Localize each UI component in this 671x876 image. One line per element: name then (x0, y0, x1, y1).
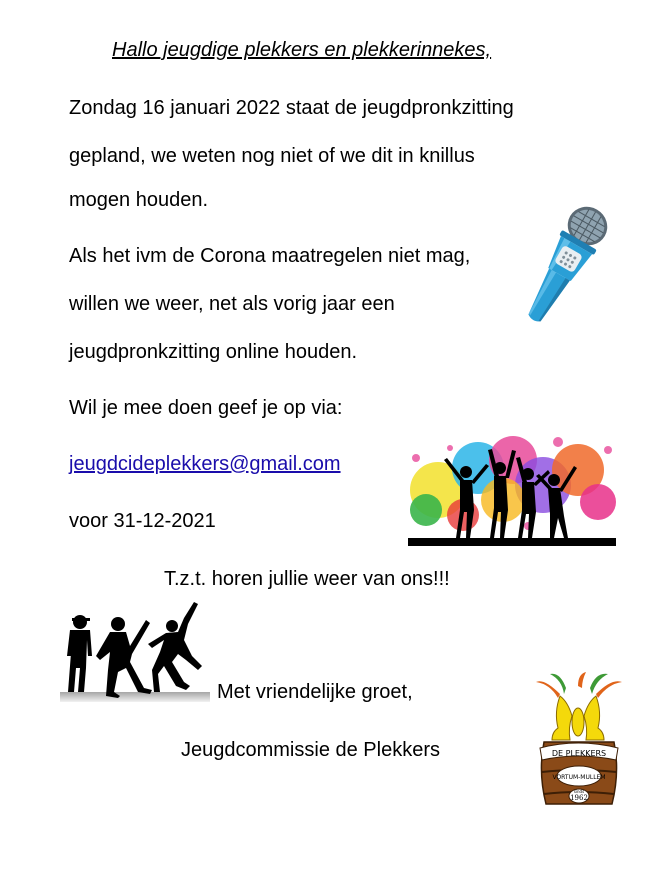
closing-line: T.z.t. horen jullie weer van ons!!! (164, 568, 450, 590)
paragraph2-line3: jeugdpronkzitting online houden. (69, 341, 357, 363)
party-silhouettes-icon (408, 430, 616, 546)
plekkers-logo-icon (530, 672, 630, 814)
email-link[interactable]: jeugdcideplekkers@gmail.com (69, 453, 341, 475)
logo-year: 1962 (570, 794, 588, 802)
deadline-text: voor 31-12-2021 (69, 510, 216, 532)
paragraph1-line3: mogen houden. (69, 189, 209, 211)
greeting-heading: Hallo jeugdige plekkers en plekkerinnekes, (112, 39, 492, 61)
logo-since-label: sinds (573, 789, 585, 794)
signup-text: Wil je mee doen geef je op via: (69, 397, 343, 419)
paragraph1-line1: Zondag 16 januari 2022 staat de jeugdpronkzitting (69, 97, 514, 119)
regards-text: Met vriendelijke groet, (217, 681, 413, 703)
paragraph1-line2: gepland, we weten nog niet of we dit in knillus (69, 145, 475, 167)
logo-ring-text: VORTUM-MULLEM (552, 774, 606, 781)
signature-text: Jeugdcommissie de Plekkers (181, 739, 440, 761)
microphone-icon (520, 198, 610, 333)
logo-banner-text: DE PLEKKERS (551, 749, 607, 758)
paragraph2-line1: Als het ivm de Corona maatregelen niet mag, (69, 245, 471, 267)
dancers-silhouette-icon (60, 596, 210, 702)
paragraph2-line2: willen we weer, net als vorig jaar een (69, 293, 395, 315)
